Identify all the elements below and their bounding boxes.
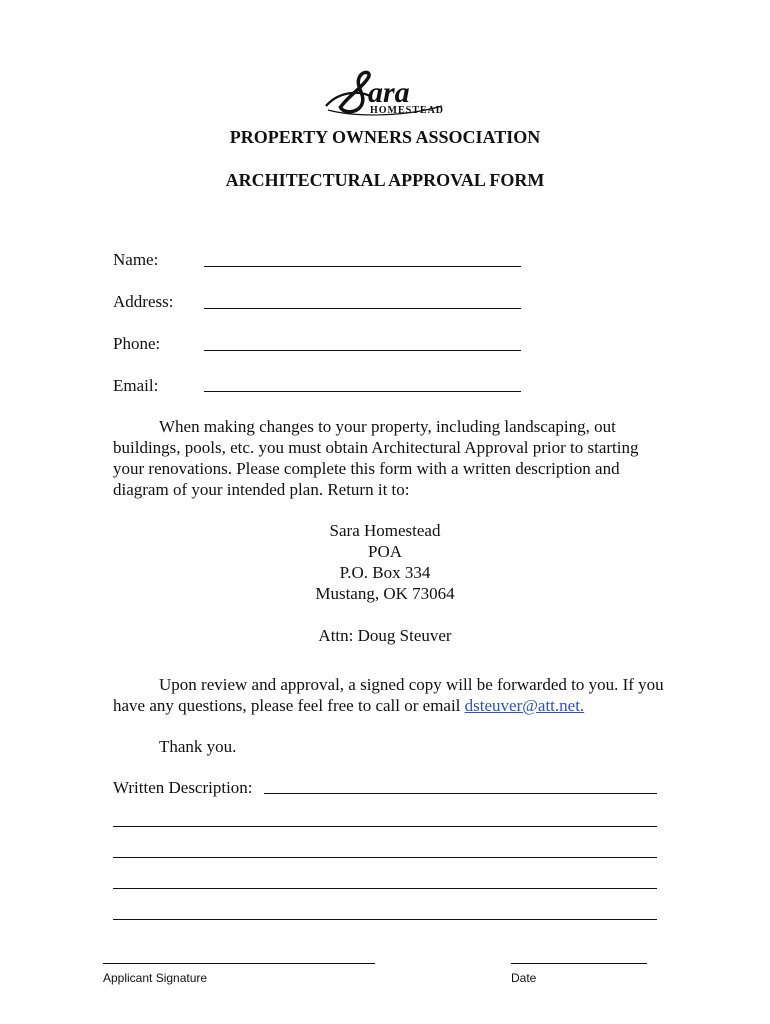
address-line-4: Mustang, OK 73064 — [315, 584, 455, 603]
address-line-1: Sara Homestead — [329, 521, 441, 540]
email-label: Email: — [113, 376, 159, 395]
description-line-2[interactable] — [113, 826, 657, 827]
description-line-1[interactable] — [264, 793, 657, 794]
form-subtitle: ARCHITECTURAL APPROVAL FORM — [225, 170, 545, 190]
email-field[interactable] — [204, 391, 521, 392]
form-title: PROPERTY OWNERS ASSOCIATION — [229, 127, 541, 147]
address-field[interactable] — [204, 308, 521, 309]
description-line-3[interactable] — [113, 857, 657, 858]
logo-subtext: HOMESTEAD — [370, 105, 445, 116]
written-description-label: Written Description: — [113, 778, 253, 797]
review-paragraph — [113, 674, 673, 716]
description-line-5[interactable] — [113, 919, 657, 920]
phone-label: Phone: — [113, 334, 161, 353]
svg-text:ara: ara — [368, 76, 410, 109]
instructions-paragraph: When making changes to your property, including landscaping, out buildings, pools, etc. you must obtain Architectural Approval prior to starting your renovations. Please complete this form with a written description and diagram of your intended plan. Return it to: — [113, 417, 639, 499]
review-text: Upon review and approval, a signed copy will be forwarded to you. If you have any questions, please feel free to call or email — [113, 675, 664, 715]
attention-line: Attn: Doug Steuver — [318, 626, 452, 645]
address-line-2: POA — [367, 542, 402, 561]
date-label: Date — [511, 971, 537, 985]
address-line-3: P.O. Box 334 — [339, 563, 431, 582]
address-label: Address: — [113, 292, 174, 311]
applicant-signature-line[interactable] — [103, 963, 375, 964]
date-line[interactable] — [511, 963, 647, 964]
email-link[interactable]: dsteuver@att.net. — [464, 696, 585, 715]
name-field[interactable] — [204, 266, 521, 267]
description-line-4[interactable] — [113, 888, 657, 889]
thank-you-text: Thank you. — [159, 737, 237, 756]
applicant-signature-label: Applicant Signature — [103, 971, 208, 985]
phone-field[interactable] — [204, 350, 521, 351]
name-label: Name: — [113, 250, 159, 269]
